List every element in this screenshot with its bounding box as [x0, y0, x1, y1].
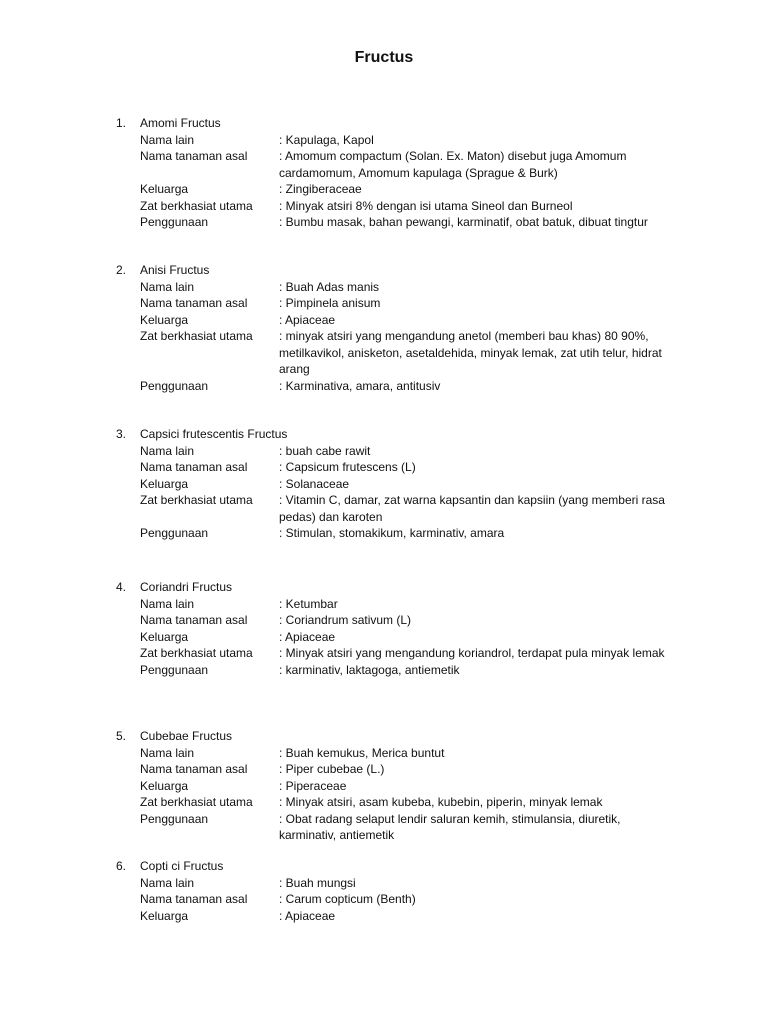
field-label: Nama tanaman asal — [140, 460, 248, 474]
field-row — [0, 148, 768, 181]
field-value: : Bumbu masak, bahan pewangi, karminatif, obat batuk, dibuat tingtur — [279, 215, 648, 229]
field-value: : Obat radang selaput lendir saluran kemih, stimulansia, diuretik, karminativ, antiemetik — [279, 811, 621, 842]
field-row — [0, 295, 768, 312]
field-value: : Minyak atsiri, asam kubeba, kubebin, piperin, minyak lemak — [279, 795, 603, 809]
field-row — [0, 181, 768, 198]
field-row — [0, 312, 768, 329]
page-title: Fructus — [354, 49, 414, 66]
field-label: Penggunaan — [140, 378, 209, 393]
field-row — [0, 891, 768, 908]
field-value: : Piper cubebae (L.) — [279, 762, 385, 776]
entry-heading — [0, 858, 768, 875]
field-value: : Capsicum frutescens (L) — [279, 460, 416, 474]
field-value: : Apiaceae — [279, 908, 336, 923]
field-row — [0, 279, 768, 296]
field-label: Nama tanaman asal — [140, 296, 248, 310]
entry-number: 6. — [116, 859, 127, 873]
field-row — [0, 476, 768, 493]
field-value: : Zingiberaceae — [279, 182, 362, 196]
entry-number: 1. — [116, 116, 127, 130]
field-value: : Pimpinela anisum — [279, 296, 381, 310]
entry-name: Cubebae Fructus — [140, 729, 233, 743]
field-value: : Solanaceae — [279, 476, 350, 491]
entry-heading — [0, 579, 768, 596]
entry-name: Capsici frutescentis Fructus — [140, 427, 288, 441]
field-value: : Buah kemukus, Merica buntut — [279, 745, 445, 760]
field-value: : Carum copticum (Benth) — [279, 892, 416, 906]
field-label: Keluarga — [140, 312, 189, 327]
field-value: : Vitamin C, damar, zat warna kapsantin dan kapsiin (yang memberi rasa pedas) dan karoten — [279, 493, 665, 524]
field-value: : Apiaceae — [279, 312, 336, 327]
fructus-entry — [0, 262, 768, 394]
field-value: : Coriandrum sativum (L) — [279, 613, 412, 627]
field-label: Nama lain — [140, 596, 195, 611]
field-label: Nama tanaman asal — [140, 762, 248, 776]
field-value: : Piperaceae — [279, 778, 347, 793]
field-row — [0, 778, 768, 795]
field-label: Nama lain — [140, 279, 195, 294]
entry-name: Coriandri Fructus — [140, 580, 233, 594]
field-row — [0, 492, 768, 525]
entry-heading — [0, 115, 768, 132]
field-value: : Buah Adas manis — [279, 279, 380, 294]
field-value: : buah cabe rawit — [279, 443, 371, 458]
field-row — [0, 745, 768, 762]
entry-number: 2. — [116, 263, 127, 277]
field-row — [0, 198, 768, 215]
field-value: : karminativ, laktagoga, antiemetik — [279, 662, 460, 677]
field-row — [0, 443, 768, 460]
field-label: Keluarga — [140, 908, 189, 923]
field-row — [0, 328, 768, 378]
field-value: : Apiaceae — [279, 629, 336, 644]
field-label: Keluarga — [140, 778, 189, 793]
field-row — [0, 378, 768, 395]
field-label: Zat berkhasiat utama — [140, 795, 253, 809]
field-label: Keluarga — [140, 476, 189, 491]
field-row — [0, 214, 768, 231]
fructus-entry — [0, 728, 768, 844]
field-row — [0, 908, 768, 925]
field-row — [0, 132, 768, 149]
field-value: : Minyak atsiri yang mengandung koriandrol, terdapat pula minyak lemak — [279, 646, 665, 660]
field-row — [0, 629, 768, 646]
field-value: : Kapulaga, Kapol — [279, 132, 374, 147]
entry-heading — [0, 262, 768, 279]
field-value: : Stimulan, stomakikum, karminativ, amara — [279, 526, 505, 540]
entry-name: Copti ci Fructus — [140, 859, 224, 873]
field-row — [0, 811, 768, 844]
field-label: Penggunaan — [140, 662, 209, 677]
field-label: Nama tanaman asal — [140, 892, 248, 906]
field-label: Keluarga — [140, 629, 189, 644]
field-value: : Karminativa, amara, antitusiv — [279, 378, 441, 393]
field-value: : Minyak atsiri 8% dengan isi utama Sineol dan Burneol — [279, 198, 573, 213]
field-label: Penggunaan — [140, 215, 209, 229]
field-label: Zat berkhasiat utama — [140, 646, 253, 660]
field-label: Penggunaan — [140, 811, 209, 826]
entry-name: Anisi Fructus — [140, 263, 210, 277]
fructus-entry — [0, 426, 768, 542]
fructus-entry — [0, 579, 768, 678]
field-row — [0, 525, 768, 542]
field-value: : minyak atsiri yang mengandung anetol (memberi bau khas) 80 90%, metilkavikol, anisketon, asetaldehida, minyak lemak, zat utih telur, hidrat arang — [279, 329, 662, 376]
field-label: Zat berkhasiat utama — [140, 329, 253, 343]
field-row — [0, 612, 768, 629]
field-value: : Amomum compactum (Solan. Ex. Maton) disebut juga Amomum cardamomum, Amomum kapulaga (Sprague & Burk) — [279, 149, 627, 180]
entry-heading — [0, 728, 768, 745]
entry-number: 3. — [116, 427, 127, 441]
field-row — [0, 662, 768, 679]
field-label: Nama tanaman asal — [140, 613, 248, 627]
field-label: Nama lain — [140, 745, 195, 760]
field-label: Nama lain — [140, 875, 195, 890]
entry-number: 4. — [116, 580, 127, 594]
field-row — [0, 596, 768, 613]
fructus-entry — [0, 858, 768, 924]
field-row — [0, 761, 768, 778]
entry-heading — [0, 426, 768, 443]
field-row — [0, 459, 768, 476]
field-row — [0, 645, 768, 662]
field-value: : Buah mungsi — [279, 875, 356, 890]
field-label: Zat berkhasiat utama — [140, 493, 253, 507]
entry-name: Amomi Fructus — [140, 116, 221, 130]
field-label: Keluarga — [140, 182, 189, 196]
field-label: Nama tanaman asal — [140, 149, 248, 163]
field-label: Zat berkhasiat utama — [140, 198, 253, 213]
field-value: : Ketumbar — [279, 596, 338, 611]
field-label: Nama lain — [140, 443, 195, 458]
fructus-entry — [0, 115, 768, 231]
field-row — [0, 875, 768, 892]
field-label: Nama lain — [140, 132, 195, 147]
entry-number: 5. — [116, 729, 127, 743]
field-label: Penggunaan — [140, 526, 209, 540]
field-row — [0, 794, 768, 811]
